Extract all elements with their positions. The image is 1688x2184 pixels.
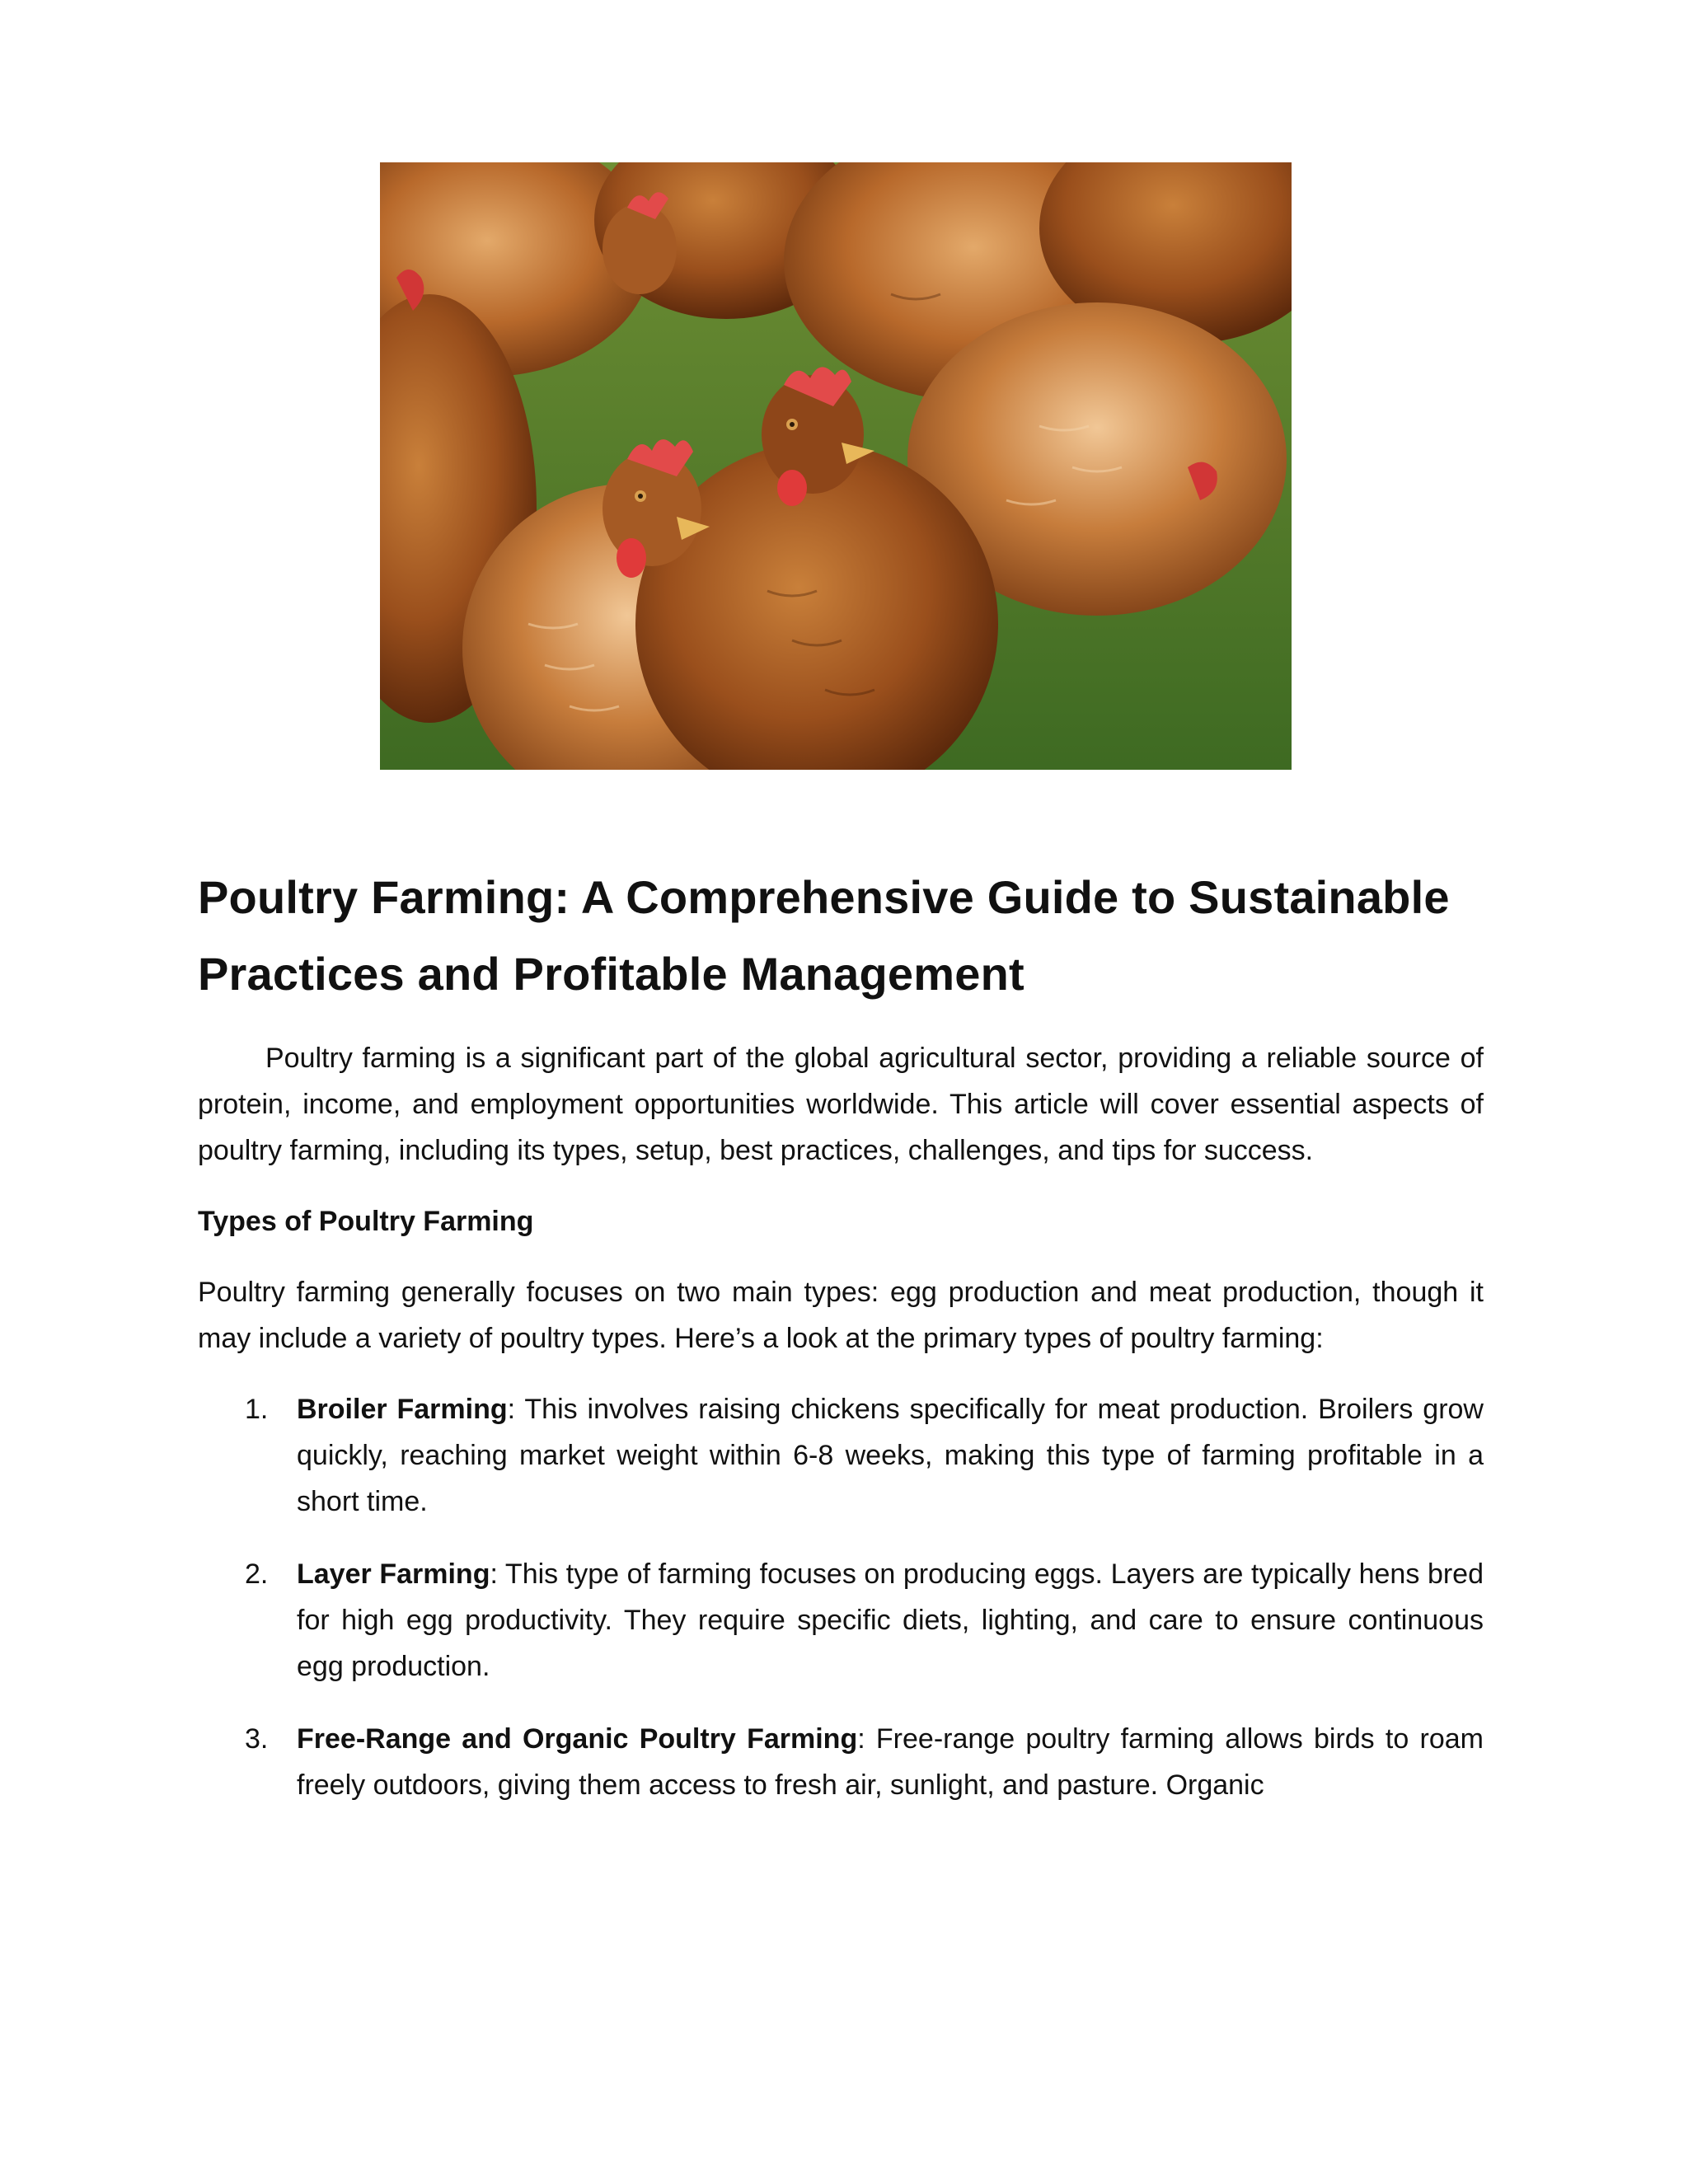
- list-text: : This type of farming focuses on producing eggs. Layers are typically hens bred for high egg productivity. They require specific diets, lighting, and care to ensure continuous egg production.: [297, 1558, 1484, 1682]
- list-number: 3.: [245, 1723, 269, 1755]
- list-item: [198, 1386, 1484, 1525]
- list-term: Free-Range and Organic Poultry Farming: [297, 1723, 858, 1755]
- list-number: 1.: [245, 1394, 269, 1425]
- list-item: [198, 1551, 1484, 1690]
- section-paragraph: Poultry farming generally focuses on two main types: egg production and meat production, though it may include a variety of poultry types. Here’s a look at the primary types of poultry farming:: [198, 1277, 1484, 1354]
- list-text: : Free-range poultry farming allows birds to roam freely outdoors, giving them access to fresh air, sunlight, and pasture. Organic: [297, 1723, 1484, 1801]
- section-heading: Types of Poultry Farming: [198, 1206, 534, 1237]
- article-title: Poultry Farming: A Comprehensive Guide to Sustainable Practices and Profitable Management: [198, 871, 1450, 1000]
- list-number: 2.: [245, 1558, 269, 1590]
- hens-illustration: [380, 162, 1292, 770]
- list-item: [198, 1716, 1484, 1808]
- list-term: Broiler Farming: [297, 1394, 508, 1425]
- list-term: Layer Farming: [297, 1558, 490, 1590]
- list-text: : This involves raising chickens specifically for meat production. Broilers grow quickly, reaching market weight within 6-8 weeks, making this type of farming profitable in a short time.: [297, 1394, 1484, 1517]
- hero-image: [380, 162, 1292, 770]
- article-content: [198, 859, 1484, 1835]
- intro-paragraph: Poultry farming is a significant part of the global agricultural sector, providing a reliable source of protein, income, and employment opportunities worldwide. This article will cover essential aspects of poultry farming, including its types, setup, best practices, challenges, and tips for success.: [198, 1043, 1484, 1166]
- types-list: [198, 1386, 1484, 1808]
